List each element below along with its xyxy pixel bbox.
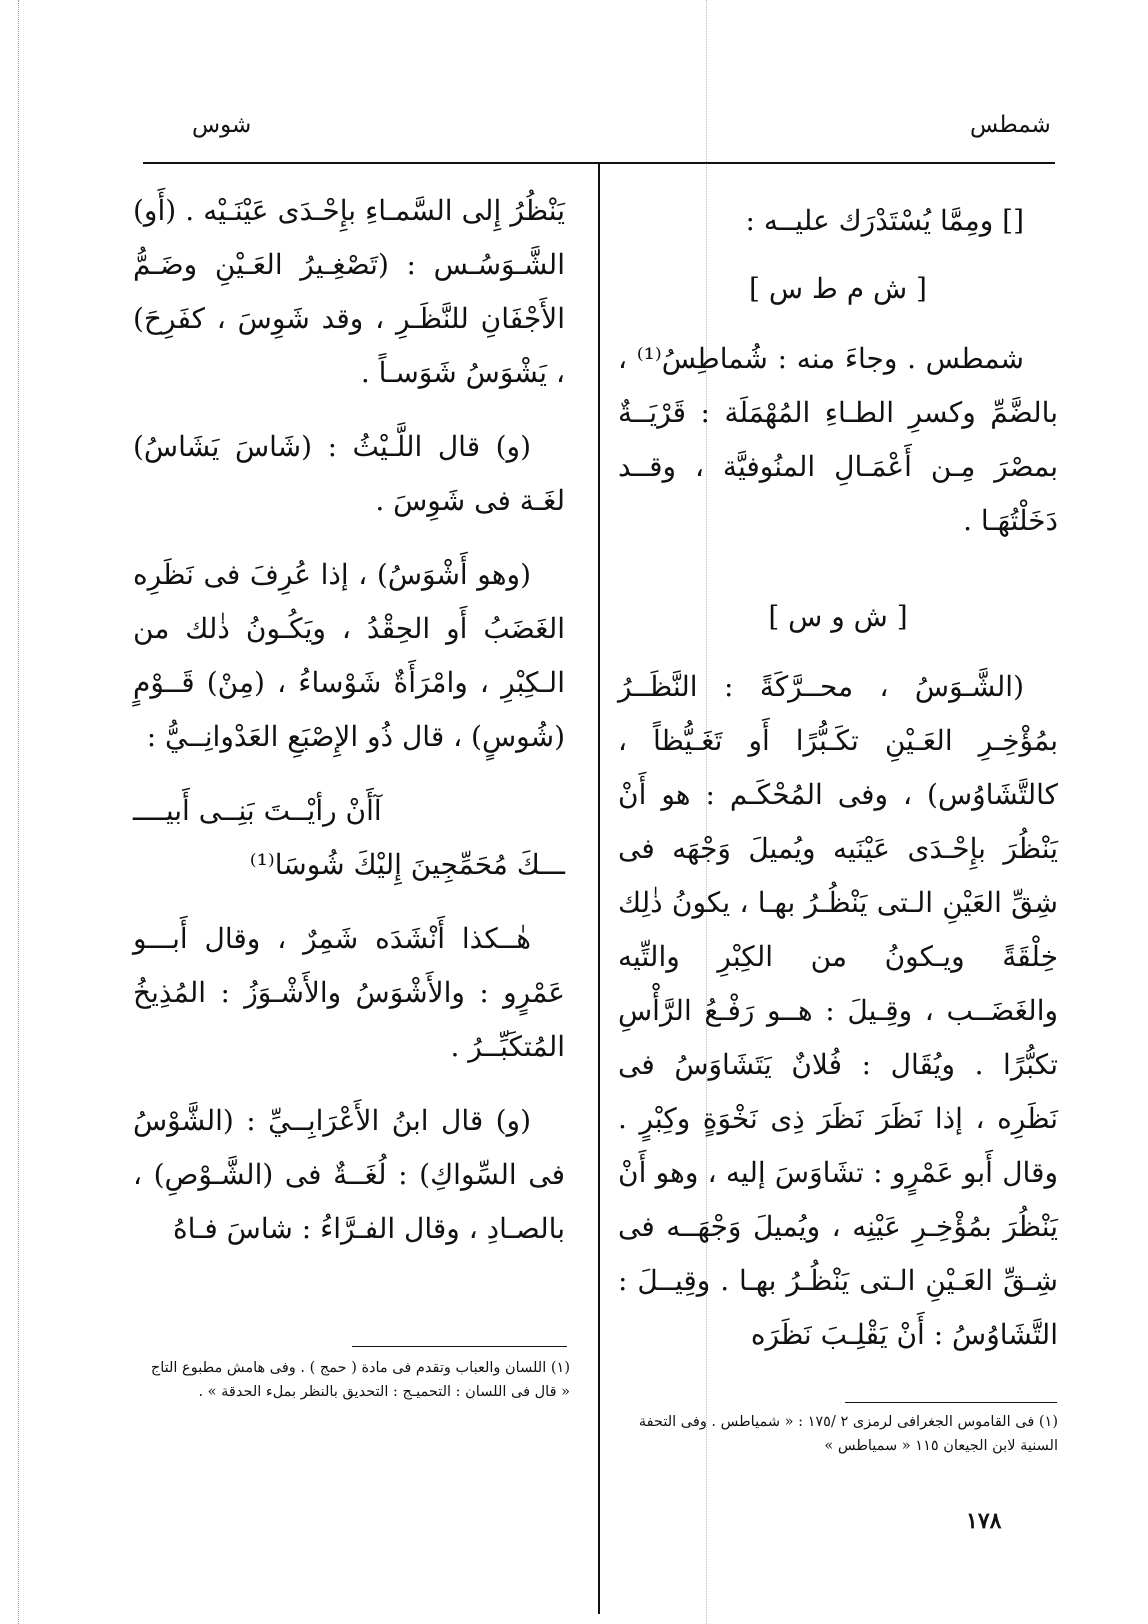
entry-heading-shws: [ ش و س ] — [768, 600, 908, 633]
entry-paragraph: يَنْظُرُ إِلى السَّمـاءِ بإِحْـدَى عَيْنَـيْه . (أَو) الشَّـوَسُـس : (تَصْغِـيرُ العَـيْنِ وضَـمُّ الأَجْفَانِ للنَّظَـرِ ، وقد شَوِسَ ، كفَرِحَ) ، يَشْوَسُ شَوَسـاً . — [133, 194, 565, 389]
entry-paragraph: (الشَّـوَسُ ، محــرَّكَةً : النَّظَــرُ بمُؤْخِـرِ العَـيْنِ تكَـبُّرًا أَو تَغَـيُّظاً ، كالتَّشَاوُس) ، وفى المُحْكَـم : هو أَنْ يَنْظُرَ بإِحْـدَى عَيْنَيه ويُميلَ وَجْهَه فى شِقِّ العَيْنِ الـتى يَنْظُـرُ بهـا ، يكونُ ذٰلِك خِلْقَةً ويـكونُ من الكِبْرِ والتِّيه والغَضَــب ، وقِـيلَ : هــو رَفْـعُ الرَّأْسِ تكبُّرًا . ويُقَال : فُلانٌ يَتَشَاوَسُ فى نَظَرِه ، إذا نَظَرَ نَظَرَ ذِى نَخْوَةٍ وكِبْرٍ . وقال أَبو عَمْرٍو : تشَاوَسَ إليه ، وهو أَنْ يَنْظُرَ بمُؤْخِـرِ عَيْنِه ، ويُميلَ وَجْهَــه فى شِـقِّ العَـيْنِ الـتى يَنْظُـرُ بهـا . وقِيــلَ : التَّشَاوُسُ : أَنْ يَقْلِـبَ نَظَرَه — [618, 670, 1058, 1351]
footnote-left: (١) اللسان والعباب وتقدم فى مادة ( حمج ) . وفى هامش مطبوع التاج « قال فى اللسان : التحميـج : التحديق بالنظر بملء الحدقة » . — [150, 1360, 570, 1400]
verse-hemistich-2: ـــكَ مُحَمِّجِينَ إِليْكَ شُوسَا⁽¹⁾ — [249, 848, 565, 881]
entry-paragraph: هٰــكذا أَنْشَدَه شَمِرٌ ، وقال أَبـــو عَمْرٍو : والأَشْوَسُ والأَشْـوَزُ : المُذِيخُ المُتكَبِّــرُ . — [133, 922, 565, 1063]
left-column — [133, 184, 565, 1256]
column-divider — [598, 162, 600, 1614]
footnote-right: (١) فى القاموس الجغرافى لرمزى ٢ /١٧٥ : « شمياطس . وفى التحفة السنية لابن الجيعان ١١٥ « سمياطس » — [638, 1414, 1058, 1454]
header-right-keyword: شمطس — [970, 112, 1051, 138]
footnote-rule-left — [352, 1346, 567, 1347]
intro-line: [] ومِمَّا يُسْتَدْرَك عليــه : — [745, 204, 1024, 237]
header-left-keyword: شوس — [192, 112, 252, 138]
entry-heading-shmts: [ ش م ط س ] — [749, 272, 927, 305]
entry-paragraph: شمطس . وجاءَ منه : شُماطِسُ⁽¹⁾ ، بالضَّمِّ وكسرِ الطـاءِ المُهْمَلَة : قَرْيَــةٌ بمصْرَ مِـن أَعْمَـالِ المنُوفيَّة ، وقــد دَخَلْتُهَـا . — [618, 342, 1058, 537]
verse-hemistich-1: آأَنْ رأيْــتَ بَنِــى أَبيــــ — [133, 794, 382, 827]
right-column — [618, 194, 1058, 1362]
footnote-rule-right — [845, 1402, 1057, 1403]
entry-paragraph: (وهو أَشْوَسُ) ، إذا عُرِفَ فى نَظَرِه الغَضَبُ أَو الحِقْدُ ، ويَكُـونُ ذٰلك من الـكِبْرِ ، وامْرَأَةٌ شَوْساءُ ، (مِنْ) قَــوْمٍ (شُوسٍ) ، قال ذُو الإِصْبَعِ العَدْوانِــيُّ : — [133, 558, 565, 753]
page-number: ١٧٨ — [966, 1508, 1002, 1534]
entry-paragraph: (و) قال ابنُ الأَعْرَابِــيِّ : (الشَّوْسُ فى السِّواكِ) : لُغَــةٌ فى (الشَّـوْصِ) ، بالصـادِ ، وقال الفـرَّاءُ : شاسَ فـاهُ — [133, 1104, 565, 1245]
scan-edge-line — [18, 0, 19, 1624]
entry-paragraph: (و) قال اللَّـيْثُ : (شَاسَ يَشَاسُ) لغَـة فى شَوِسَ . — [133, 430, 565, 517]
